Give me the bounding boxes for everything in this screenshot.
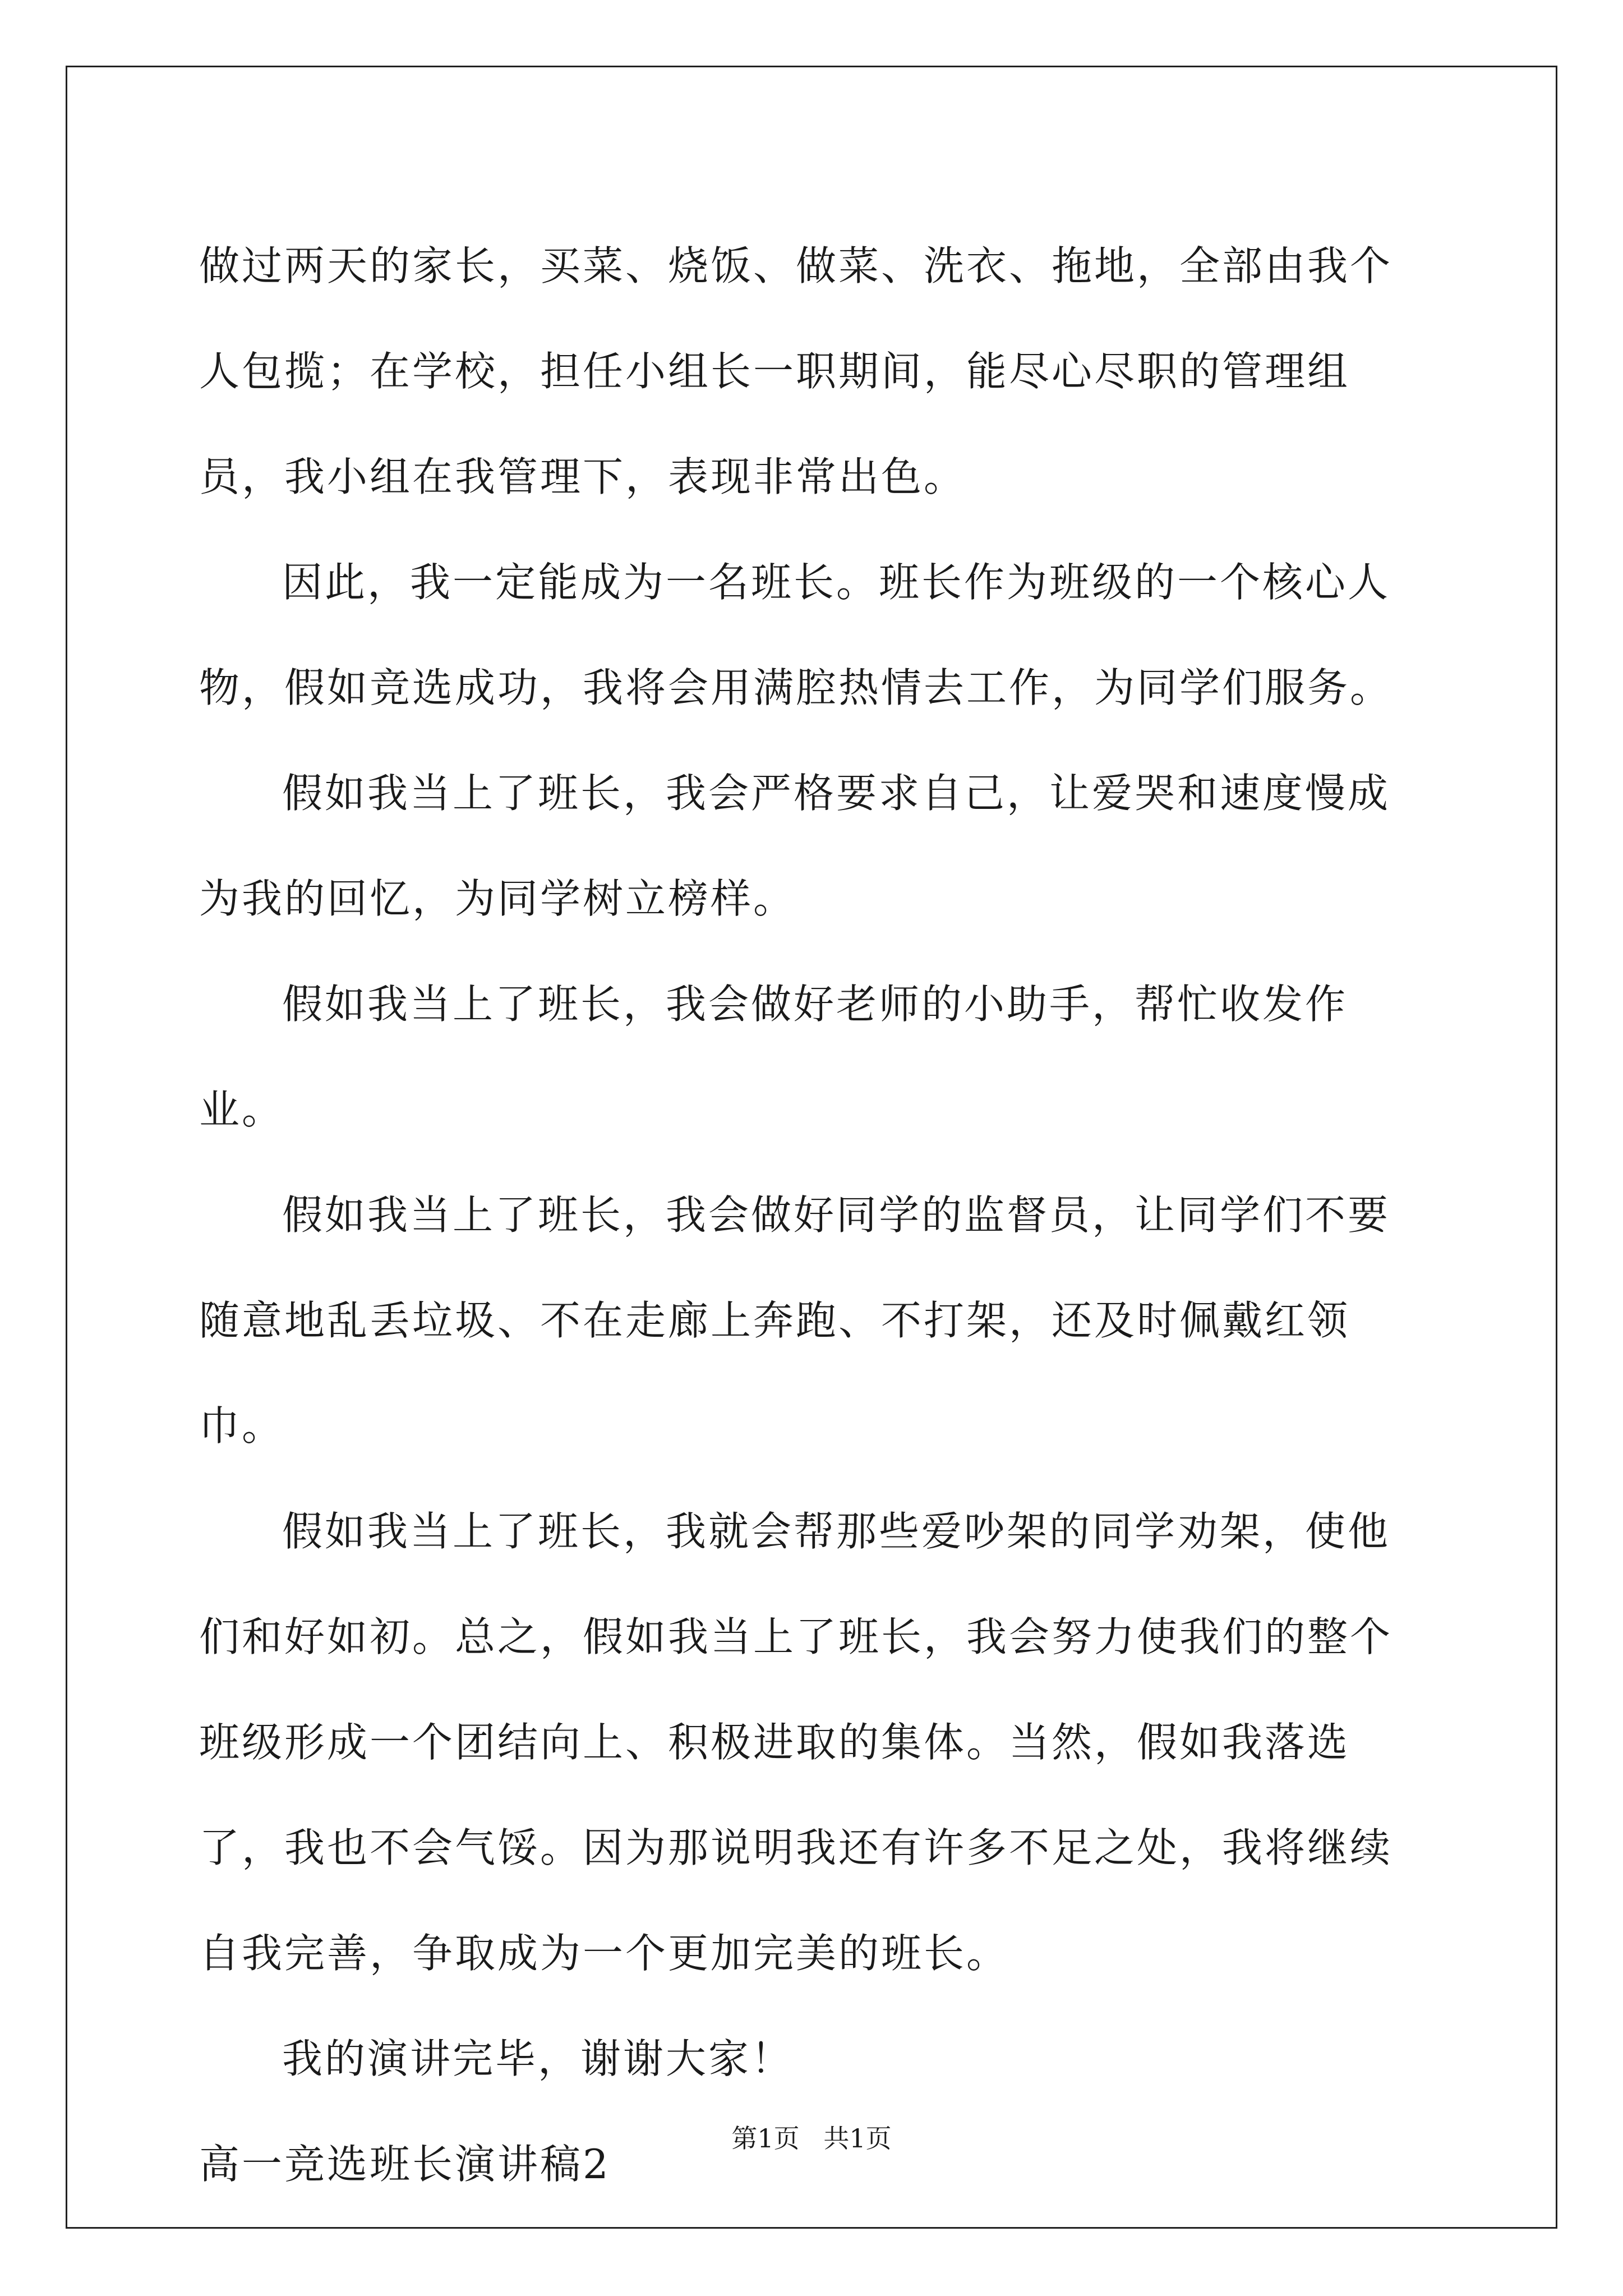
paragraph-3: 假如我当上了班长，我会严格要求自己，让爱哭和速度慢成为我的回忆，为同学树立榜样。 <box>199 770 1391 922</box>
paragraph-6: 假如我当上了班长，我就会帮那些爱吵架的同学劝架，使他们和好如初。总之，假如我当上了班长，我会努力使我们的整个班级形成一个团结向上、积极进取的集体。当然，假如我落选了，我也不会气馁。因为那说明我还有许多不足之处，我将继续自我完善，争取成为一个更加完美的班长。 <box>199 1508 1393 1977</box>
page-number-current: 第1页 <box>731 2123 800 2154</box>
paragraph-7: 我的演讲完毕，谢谢大家！ <box>282 2035 794 2082</box>
paragraph-4: 假如我当上了班长，我会做好老师的小助手，帮忙收发作业。 <box>199 981 1348 1133</box>
page-footer <box>0 2122 1623 2155</box>
paragraph-2: 因此，我一定能成为一名班长。班长作为班级的一个核心人物，假如竞选成功，我将会用满腔热情去工作，为同学们服务。 <box>199 559 1393 711</box>
page-number-total: 共1页 <box>823 2123 892 2154</box>
document-body <box>199 213 1427 2217</box>
paragraph-5: 假如我当上了班长，我会做好同学的监督员，让同学们不要随意地乱丢垃圾、不在走廊上奔跑、不打架，还及时佩戴红领巾。 <box>199 1191 1391 1450</box>
section-heading: 高一竞选班长演讲稿2 <box>199 2141 611 2188</box>
paragraph-1: 做过两天的家长，买菜、烧饭、做菜、洗衣、拖地，全部由我个人包揽；在学校，担任小组长一职期间，能尽心尽职的管理组员，我小组在我管理下，表现非常出色。 <box>199 242 1393 500</box>
